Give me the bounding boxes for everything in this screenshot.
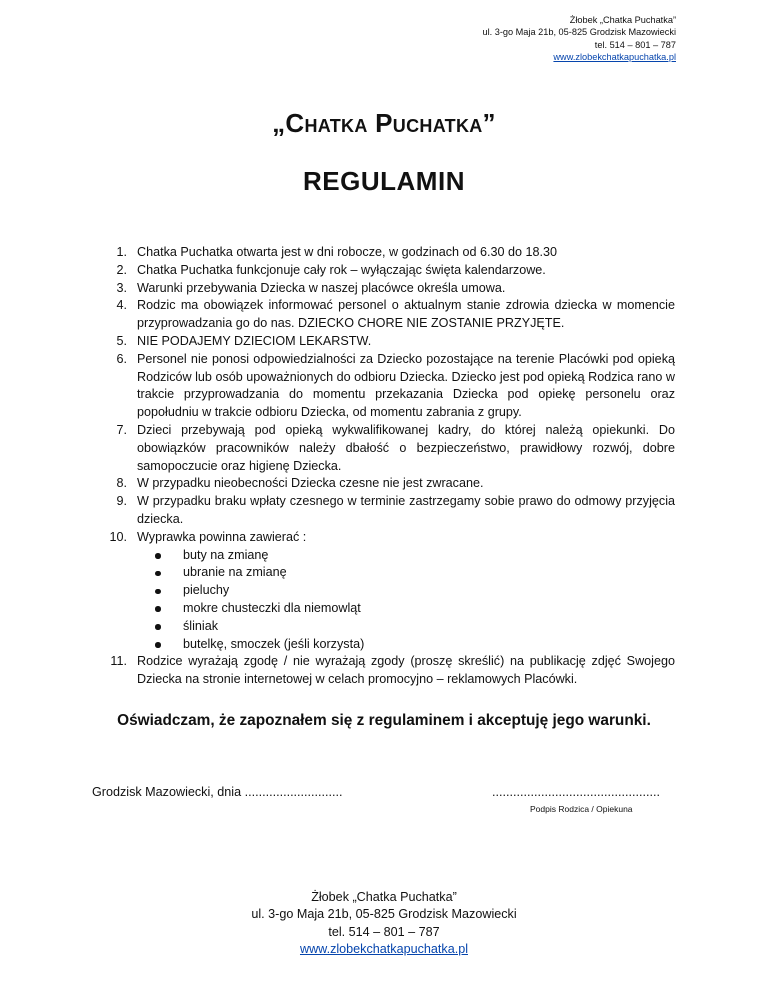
layette-item: pieluchy [183,582,675,600]
rule-item [116,475,675,493]
declaration-statement: Oświadczam, że zapoznałem się z regulaminem i akceptuję jego warunki. [117,712,651,729]
rule-text: Wyprawka powinna zawierać : [137,529,307,544]
rule-item [116,333,675,351]
rule-text: W przypadku braku wpłaty czesnego w terminie zastrzegamy sobie prawo do odmowy przyjęcia dziecka. [137,494,675,526]
rule-item [116,262,675,280]
rule-text: NIE PODAJEMY DZIECIOM LEKARSTW. [137,333,372,348]
rule-text: Chatka Puchatka funkcjonuje cały rok – wyłączając święta kalendarzowe. [137,262,546,277]
rule-number: 4. [116,298,127,313]
rule-text: Chatka Puchatka otwarta jest w dni robocze, w godzinach od 6.30 do 18.30 [137,245,558,259]
header-address: ul. 3-go Maja 21b, 05-825 Grodzisk Mazowiecki [482,27,676,38]
rule-item [116,297,675,333]
rule-number: 1. [116,245,127,259]
footer-phone: tel. 514 – 801 – 787 [328,924,440,939]
layette-item: śliniak [183,618,675,636]
layette-item: buty na zmianę [183,547,675,565]
page-footer [0,889,768,959]
rule-number: 10. [109,529,127,544]
layette-list [137,547,675,654]
header-name: Żłobek „Chatka Puchatka” [569,15,676,25]
layette-item: mokre chusteczki dla niemowląt [183,600,675,618]
rule-number: 7. [116,422,127,437]
document-subtitle: REGULAMIN [303,166,465,196]
footer-address: ul. 3-go Maja 21b, 05-825 Grodzisk Mazowiecki [251,907,517,922]
layette-item: ubranie na zmianę [183,564,675,582]
rule-number: 5. [116,333,127,348]
rule-item [116,280,675,298]
rule-number: 3. [116,280,127,295]
rule-item [116,493,675,529]
rule-item [116,244,675,262]
header-website-link[interactable]: www.zlobekchatkapuchatka.pl [553,52,676,63]
rule-number: 2. [116,262,127,277]
footer-name: Żłobek „Chatka Puchatka” [311,890,457,904]
rule-text: Personel nie ponosi odpowiedzialności za Dziecko pozostające na terenie Placówki pod opieką Rodziców lub osób upoważnionych do odbioru Dziecka. Dziecko jest pod opieką Rodzica rano w trakcie przyprowadzania do momentu przekazania Dziecka pod opiekę personelu oraz popołudniu w trakcie odbioru Dziecka, od momentu zabrania z grupy. [137,351,675,420]
signature-line: ................................................ [492,785,660,799]
footer-website-link[interactable]: www.zlobekchatkapuchatka.pl [299,942,468,957]
rule-item [116,422,675,475]
rule-number: 8. [116,476,127,491]
rule-number: 6. [116,351,127,366]
signature-label: Podpis Rodzica / Opiekuna [530,804,633,814]
rule-text: Warunki przebywania Dziecka w naszej placówce określa umowa. [137,280,506,295]
rule-text: W przypadku nieobecności Dziecka czesne nie jest zwracane. [137,476,484,491]
rule-number: 11. [110,654,127,669]
rule-item [109,529,675,654]
layette-item: butelkę, smoczek (jeśli korzysta) [183,636,675,654]
rules-list [109,244,675,689]
page-header [482,14,676,64]
document-title: „Chatka Puchatka” [272,108,496,138]
header-phone: tel. 514 – 801 – 787 [594,39,676,50]
place-date-field: Grodzisk Mazowiecki, dnia ............................ [92,785,343,799]
rule-text: Dzieci przebywają pod opieką wykwalifikowanej kadry, do której należą opiekunki. Do obowiązków pracowników należy dbałość o bezpieczeństwo, prawidłowy rozwój, dobre samopoczucie oraz higienę Dziecka. [137,422,675,473]
rule-text: Rodzic ma obowiązek informować personel o aktualnym stanie zdrowia dziecka w momencie przyprowadzania go do nas. DZIECKO CHORE NIE ZOSTANIE PRZYJĘTE. [137,298,675,331]
rule-item [116,351,675,422]
rule-number: 9. [116,494,127,509]
rule-text: Rodzice wyrażają zgodę / nie wyrażają zgody (proszę skreślić) na publikację zdjęć Swojego Dziecka na stronie internetowej w celach promocyjno – reklamowych Placówki. [137,654,675,687]
rule-item [110,653,675,689]
